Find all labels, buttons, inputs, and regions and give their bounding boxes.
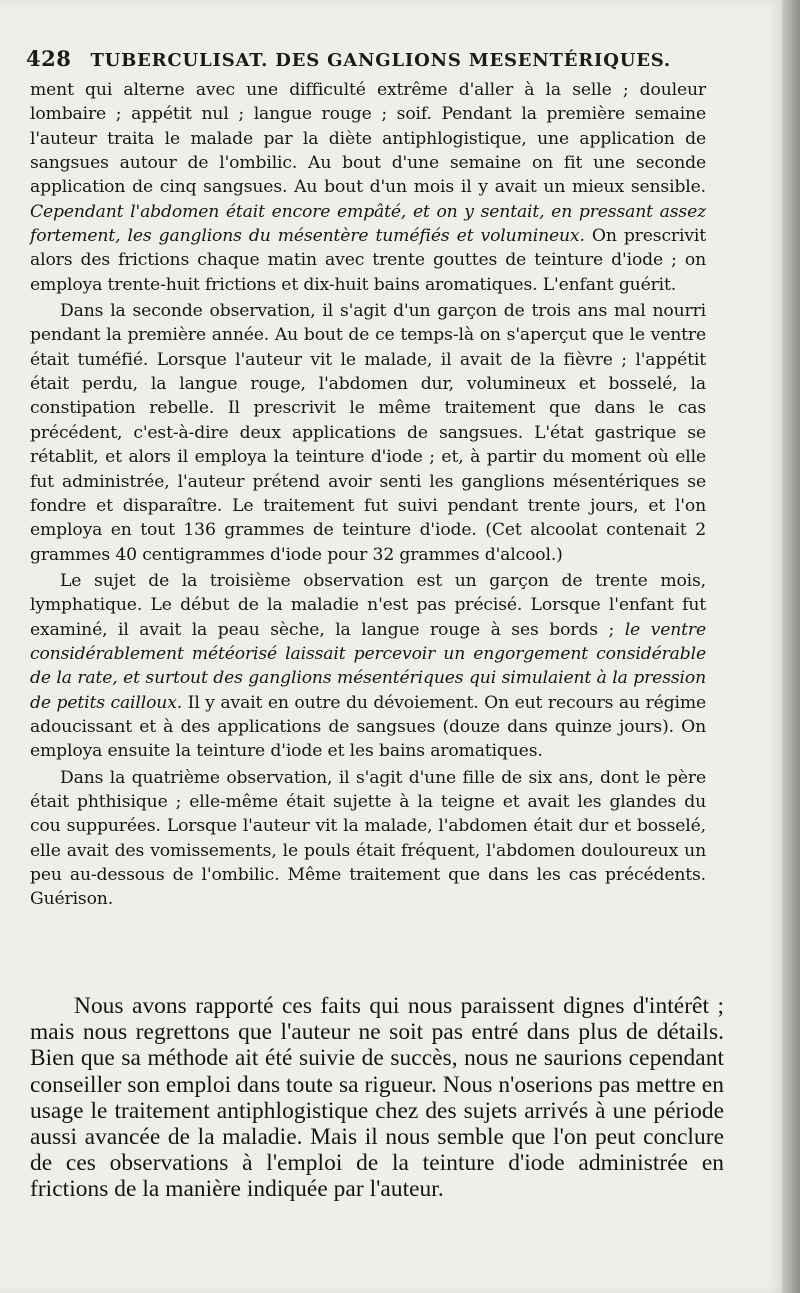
p1-text-a: ment qui alterne avec une difficulté extrême d'aller à la selle ; douleur lombaire ; appétit nul ; langue rouge ; soif. Pendant la première semaine l'auteur traita le malade par la diète antiphlogistique, une application de sangsues autour de l'ombilic. Au bout d'une semaine on fit une seconde application de cinq sangsues. Au bout d'un mois il y avait un mieux sensible. (30, 80, 706, 198)
page-number: 428 (26, 46, 72, 71)
running-head (26, 46, 706, 71)
p1-text-b: On prescrivit alors des frictions chaque matin avec trente gouttes de teinture d'iode ; on employa trente-huit frictions et dix-huit bains aromatiques. L'enfant guérit. (30, 226, 706, 295)
running-title: TUBERCULISAT. DES GANGLIONS MESENTÉRIQUES. (90, 50, 671, 71)
paragraph-first-observation-end (30, 78, 706, 297)
observations-text (30, 78, 706, 912)
page-edge-shadow (782, 0, 800, 1293)
p1-italic-text: Cependant l'abdomen était encore empâté, et on y sentait, en pressant assez fortement, les ganglions du mésentère tuméfiés et volumineux. (30, 201, 706, 247)
editorial-commentary (30, 993, 724, 1203)
p3-italic-text: le ventre considérablement météorisé laissait percevoir un engorgement considérable de la rate, et surtout des ganglions mésentériques qui simulaient à la pression de petits cailloux. (30, 619, 706, 713)
commentary-paragraph: Nous avons rapporté ces faits qui nous paraissent dignes d'intérêt ; mais nous regrettons que l'auteur ne soit pas entré dans plus de détails. Bien que sa méthode ait été suivie de succès, nous ne saurions cependant conseiller son emploi dans toute sa rigueur. Nous n'oserions pas mettre en usage le traitement antiphlogistique chez des sujets arrivés à une période aussi avancée de la maladie. Mais il nous semble que l'on peut conclure de ces observations à l'emploi de la teinture d'iode administrée en frictions de la manière indiquée par l'auteur. (30, 993, 724, 1203)
paragraph-third-observation (30, 569, 706, 764)
paragraph-second-observation: Dans la seconde observation, il s'agit d'un garçon de trois ans mal nourri pendant la première année. Au bout de ce temps-là on s'aperçut que le ventre était tuméfié. Lorsque l'auteur vit le malade, il avait de la fièvre ; l'appétit était perdu, la langue rouge, l'abdomen dur, volumineux et bosselé, la constipation rebelle. Il prescrivit le même traitement que dans le cas précédent, c'est-à-dire deux applications de sangsues. L'état gastrique se rétablit, et alors il employa la teinture d'iode ; et, à partir du moment où elle fut administrée, l'auteur prétend avoir senti les ganglions mésentériques se fondre et disparaître. Le traitement fut suivi pendant trente jours, et l'on employa en tout 136 grammes de teinture d'iode. (Cet alcoolat contenait 2 grammes 40 centigrammes d'iode pour 32 grammes d'alcool.) (30, 301, 706, 565)
p3-text-b: Il y avait en outre du dévoiement. On eut recours au régime adoucissant et à des applications de sangsues (douze dans quinze jours). On employa ensuite la teinture d'iode et les bains aromatiques. (30, 692, 706, 762)
p3-text-a: Le sujet de la troisième observation est un garçon de trente mois, lymphatique. Le début de la maladie n'est pas précisé. Lorsque l'enfant fut examiné, il avait la peau sèche, la langue rouge à ses bords ; (30, 570, 706, 640)
paragraph-fourth-observation: Dans la quatrième observation, il s'agit d'une fille de six ans, dont le père était phthisique ; elle-même était sujette à la teigne et avait les glandes du cou suppurées. Lorsque l'auteur vit la malade, l'abdomen était dur et bosselé, elle avait des vomissements, le pouls était fréquent, l'abdomen douloureux un peu au-dessous de l'ombilic. Même traitement que dans les cas précédents. Guérison. (30, 767, 706, 910)
